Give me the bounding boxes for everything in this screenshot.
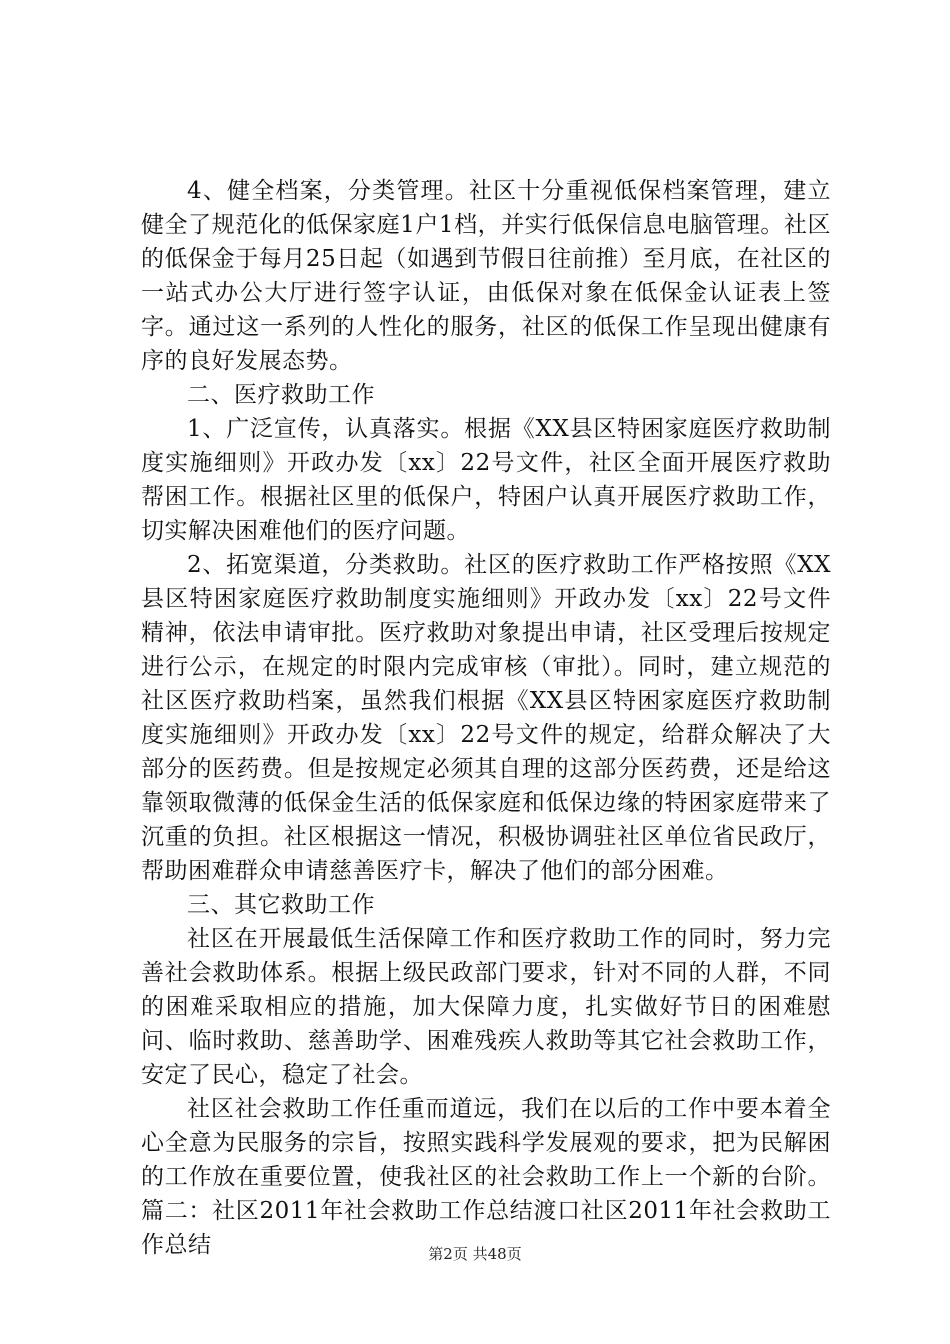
paragraph-archive-management: 4、健全档案，分类管理。社区十分重视低保档案管理，建立健全了规范化的低保家庭1户1档，并实行低保信息电脑管理。社区的低保金于每月25日起（如遇到节假日往前推）至月底，在社区的一站式办公大厅进行签字认证，由低保对象在低保金认证表上签字。通过这一系列的人性化的服务，社区的低保工作呈现出健康有序的良好发展态势。 [141, 178, 831, 374]
paragraph-channels-classified-aid: 2、拓宽渠道，分类救助。社区的医疗救助工作严格按照《XX县区特困家庭医疗救助制度实施细则》开政办发〔xx〕22号文件精神，依法申请审批。医疗救助对象提出申请，社区受理后按规定进行公示，在规定的时限内完成审核（审批）。同时，建立规范的社区医疗救助档案，虽然我们根据《XX县区特困家庭医疗救助制度实施细则》开政办发〔xx〕22号文件的规定，给群众解决了大部分的医药费。但是按规定必须其自理的这部分医药费，还是给这靠领取微薄的低保金生活的低保家庭和低保边缘的特困家庭带来了沉重的负担。社区根据这一情况，积极协调驻社区单位省民政厅，帮助困难群众申请慈善医疗卡，解决了他们的部分困难。 [141, 552, 831, 884]
paragraph-conclusion: 社区社会救助工作任重而道远，我们在以后的工作中要本着全心全意为民服务的宗旨，按照实践科学发展观的要求，把为民解困的工作放在重要位置，使我社区的社会救助工作上一个新的台阶。篇二：社区2011年社会救助工作总结渡口社区2011年社会救助工作总结 [141, 1096, 831, 1258]
document-body [141, 174, 831, 1262]
paragraph-publicity-implementation: 1、广泛宣传，认真落实。根据《XX县区特困家庭医疗救助制度实施细则》开政办发〔xx〕22号文件，社区全面开展医疗救助帮困工作。根据社区里的低保户，特困户认真开展医疗救助工作，切实解决困难他们的医疗问题。 [141, 416, 831, 544]
page-number-footer: 第2页 共48页 [428, 1245, 522, 1263]
section-heading-other-aid: 三、其它救助工作 [187, 892, 375, 918]
paragraph-social-aid-system: 社区在开展最低生活保障工作和医疗救助工作的同时，努力完善社会救助体系。根据上级民政部门要求，针对不同的人群，不同的困难采取相应的措施，加大保障力度，扎实做好节日的困难慰问、临时救助、慈善助学、困难残疾人救助等其它社会救助工作，安定了民心，稳定了社会。 [141, 926, 831, 1088]
section-heading-medical-aid: 二、医疗救助工作 [187, 382, 375, 408]
